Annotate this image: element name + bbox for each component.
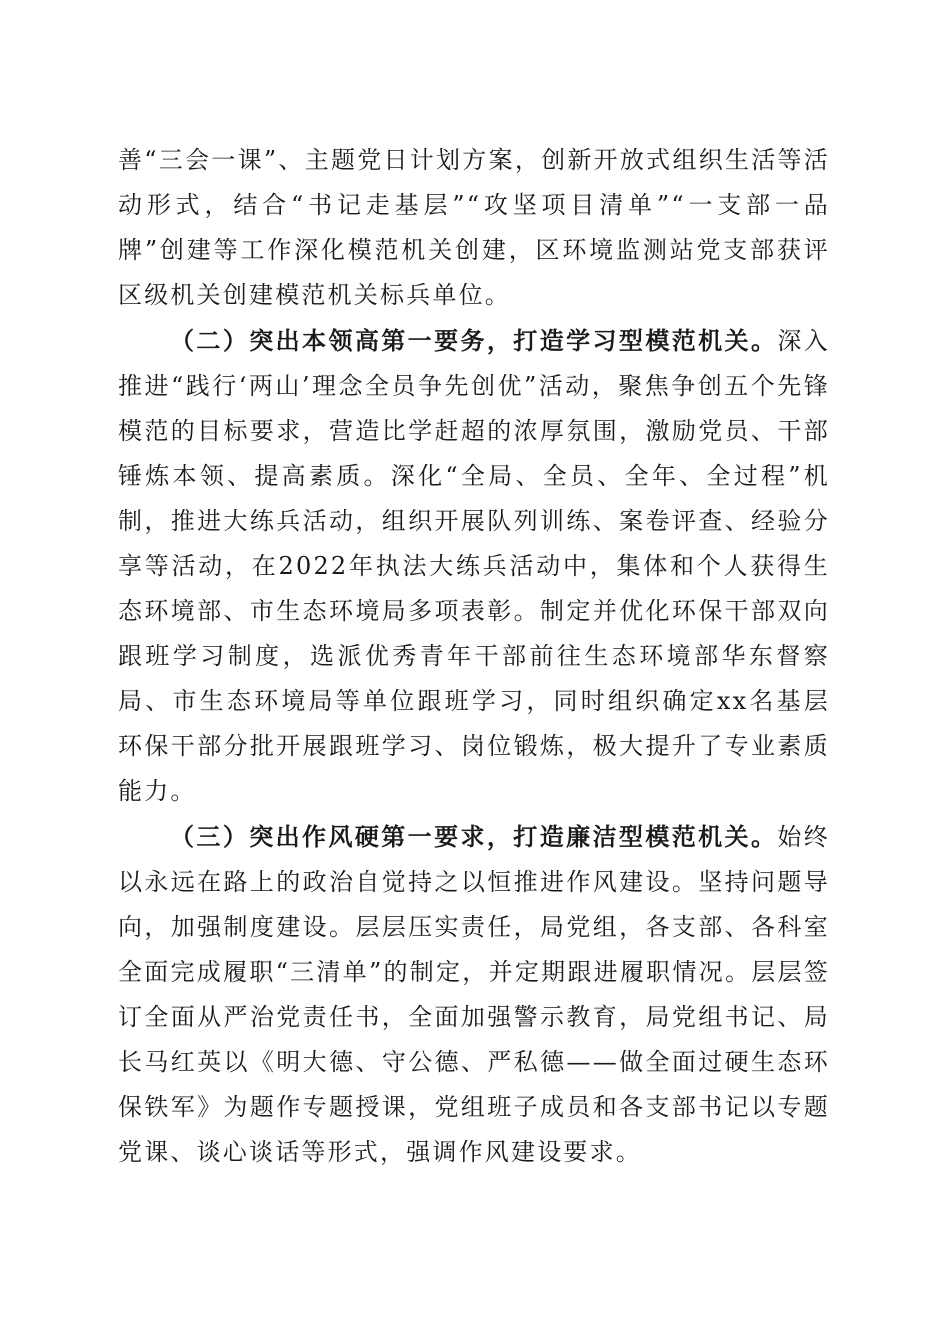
section-heading: （三）突出作风硬第一要求，打造廉洁型模范机关。: [170, 822, 778, 851]
paragraph-section-2: [118, 318, 830, 814]
paragraph-body: 善“三会一课”、主题党日计划方案，创新开放式组织生活等活动形式，结合“书记走基层”“攻坚项目清单”“一支部一品牌”创建等工作深化模范机关创建，区环境监测站党支部获评区级机关创建模范机关标兵单位。: [118, 146, 830, 309]
paragraph-body: 始终以永远在路上的政治自觉持之以恒推进作风建设。坚持问题导向，加强制度建设。层层压实责任，局党组，各支部、各科室全面完成履职“三清单”的制定，并定期跟进履职情况。层层签订全面从严治党责任书，全面加强警示教育，局党组书记、局长马红英以《明大德、守公德、严私德——做全面过硬生态环保铁军》为题作专题授课，党组班子成员和各支部书记以专题党课、谈心谈话等形式，强调作风建设要求。: [118, 823, 830, 1166]
paragraph-body: 深入推进“践行‘两山’理念全员争先创优”活动，聚焦争创五个先锋模范的目标要求，营造比学赶超的浓厚氛围，激励党员、干部锤炼本领、提高素质。深化“全局、全员、全年、全过程”机制，推进大练兵活动，组织开展队列训练、案卷评查、经验分享等活动，在2022年执法大练兵活动中，集体和个人获得生态环境部、市生态环境局多项表彰。制定并优化环保干部双向跟班学习制度，选派优秀青年干部前往生态环境部华东督察局、市生态环境局等单位跟班学习，同时组织确定xx名基层环保干部分批开展跟班学习、岗位锻炼，极大提升了专业素质能力。: [118, 327, 830, 805]
paragraph-continued: [118, 138, 830, 318]
paragraph-section-3: [118, 814, 830, 1175]
section-heading: （二）突出本领高第一要务，打造学习型模范机关。: [170, 326, 778, 355]
document-body: [118, 138, 830, 1175]
